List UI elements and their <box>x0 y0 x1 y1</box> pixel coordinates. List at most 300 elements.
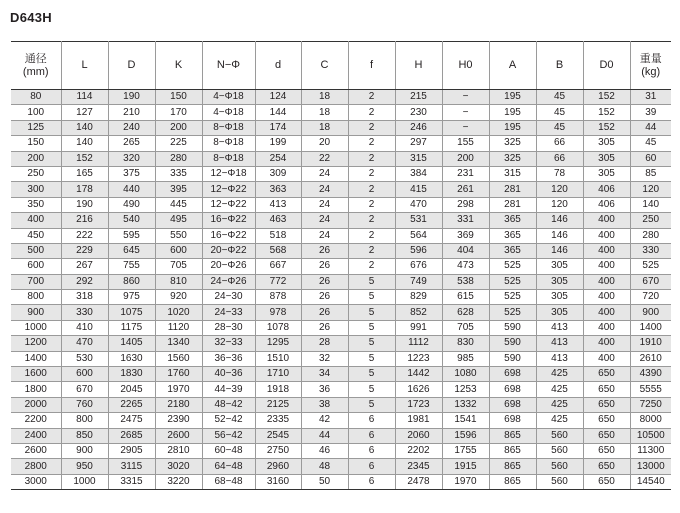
cell-col-l: 1000 <box>61 474 108 489</box>
cell-col-l: 530 <box>61 351 108 366</box>
cell-col-n-phi: 24−Φ26 <box>202 274 255 289</box>
cell-col-c: 28 <box>301 336 348 351</box>
cell-col-h: 1626 <box>395 382 442 397</box>
cell-col-n-phi: 48−42 <box>202 397 255 412</box>
cell-col-n-phi: 8−Φ18 <box>202 151 255 166</box>
cell-col-b: 45 <box>536 105 583 120</box>
cell-col-d: 595 <box>108 228 155 243</box>
cell-col-weight: 1400 <box>630 320 671 335</box>
header-label: f <box>369 59 374 71</box>
cell-col-d0: 400 <box>583 259 630 274</box>
cell-col-bore: 300 <box>11 182 61 197</box>
cell-col-b: 560 <box>536 474 583 489</box>
cell-col-a: 195 <box>489 120 536 135</box>
table-row <box>11 474 671 489</box>
cell-col-a: 195 <box>489 105 536 120</box>
cell-col-d0: 650 <box>583 367 630 382</box>
cell-col-b: 560 <box>536 443 583 458</box>
cell-col-l: 152 <box>61 151 108 166</box>
cell-col-d: 190 <box>108 90 155 105</box>
cell-col-f: 2 <box>348 166 395 181</box>
cell-col-c: 26 <box>301 320 348 335</box>
cell-col-h0: − <box>442 105 489 120</box>
table-row <box>11 290 671 305</box>
table-row <box>11 120 671 135</box>
cell-col-l: 165 <box>61 166 108 181</box>
cell-col-h: 415 <box>395 182 442 197</box>
cell-col-h: 1223 <box>395 351 442 366</box>
cell-col-d0: 406 <box>583 197 630 212</box>
cell-col-b: 45 <box>536 120 583 135</box>
cell-col-c: 42 <box>301 413 348 428</box>
cell-col-n-phi: 4−Φ18 <box>202 105 255 120</box>
cell-col-n-phi: 32−33 <box>202 336 255 351</box>
cell-col-a: 365 <box>489 243 536 258</box>
cell-col-a: 281 <box>489 182 536 197</box>
cell-col-k: 2600 <box>155 428 202 443</box>
cell-col-k: 335 <box>155 166 202 181</box>
cell-col-f: 5 <box>348 290 395 305</box>
cell-col-d0: 400 <box>583 320 630 335</box>
table-row <box>11 259 671 274</box>
cell-col-n-phi: 44−39 <box>202 382 255 397</box>
cell-col-b: 425 <box>536 413 583 428</box>
cell-col-small-d: 878 <box>255 290 301 305</box>
cell-col-d: 1630 <box>108 351 155 366</box>
cell-col-d0: 400 <box>583 274 630 289</box>
cell-col-n-phi: 12−Φ18 <box>202 166 255 181</box>
cell-col-b: 66 <box>536 136 583 151</box>
cell-col-f: 6 <box>348 443 395 458</box>
cell-col-weight: 525 <box>630 259 671 274</box>
cell-col-l: 114 <box>61 90 108 105</box>
cell-col-n-phi: 8−Φ18 <box>202 120 255 135</box>
cell-col-k: 2810 <box>155 443 202 458</box>
cell-col-bore: 200 <box>11 151 61 166</box>
cell-col-n-phi: 68−48 <box>202 474 255 489</box>
table-row <box>11 90 671 105</box>
cell-col-k: 705 <box>155 259 202 274</box>
cell-col-f: 5 <box>348 351 395 366</box>
cell-col-small-d: 2335 <box>255 413 301 428</box>
cell-col-c: 24 <box>301 166 348 181</box>
cell-col-h0: 473 <box>442 259 489 274</box>
cell-col-weight: 10500 <box>630 428 671 443</box>
header-label: K <box>174 59 183 71</box>
table-row <box>11 166 671 181</box>
header-col-f <box>348 42 395 90</box>
cell-col-l: 760 <box>61 397 108 412</box>
cell-col-weight: 14540 <box>630 474 671 489</box>
cell-col-l: 330 <box>61 305 108 320</box>
cell-col-f: 6 <box>348 459 395 474</box>
cell-col-k: 600 <box>155 243 202 258</box>
cell-col-l: 178 <box>61 182 108 197</box>
cell-col-weight: 44 <box>630 120 671 135</box>
cell-col-b: 413 <box>536 320 583 335</box>
cell-col-d0: 152 <box>583 120 630 135</box>
cell-col-k: 1560 <box>155 351 202 366</box>
cell-col-h: 215 <box>395 90 442 105</box>
cell-col-small-d: 363 <box>255 182 301 197</box>
cell-col-c: 26 <box>301 305 348 320</box>
cell-col-bore: 1200 <box>11 336 61 351</box>
cell-col-bore: 400 <box>11 213 61 228</box>
table-title: D643H <box>10 10 52 25</box>
cell-col-small-d: 2545 <box>255 428 301 443</box>
cell-col-h: 852 <box>395 305 442 320</box>
cell-col-c: 24 <box>301 197 348 212</box>
cell-col-small-d: 309 <box>255 166 301 181</box>
cell-col-d: 240 <box>108 120 155 135</box>
cell-col-weight: 31 <box>630 90 671 105</box>
cell-col-small-d: 1295 <box>255 336 301 351</box>
cell-col-b: 146 <box>536 243 583 258</box>
cell-col-b: 66 <box>536 151 583 166</box>
cell-col-d0: 305 <box>583 166 630 181</box>
cell-col-bore: 250 <box>11 166 61 181</box>
cell-col-l: 318 <box>61 290 108 305</box>
cell-col-small-d: 978 <box>255 305 301 320</box>
table-row <box>11 228 671 243</box>
cell-col-b: 413 <box>536 351 583 366</box>
cell-col-c: 20 <box>301 136 348 151</box>
cell-col-b: 560 <box>536 459 583 474</box>
cell-col-k: 150 <box>155 90 202 105</box>
cell-col-small-d: 1710 <box>255 367 301 382</box>
table-row <box>11 443 671 458</box>
cell-col-d0: 400 <box>583 351 630 366</box>
cell-col-c: 22 <box>301 151 348 166</box>
table-row <box>11 197 671 212</box>
header-col-bore <box>11 42 61 90</box>
cell-col-d0: 650 <box>583 397 630 412</box>
cell-col-f: 5 <box>348 320 395 335</box>
header-col-weight <box>630 42 671 90</box>
cell-col-c: 48 <box>301 459 348 474</box>
cell-col-n-phi: 60−48 <box>202 443 255 458</box>
cell-col-h: 1442 <box>395 367 442 382</box>
cell-col-b: 425 <box>536 382 583 397</box>
header-col-h0 <box>442 42 489 90</box>
cell-col-h: 829 <box>395 290 442 305</box>
cell-col-bore: 2400 <box>11 428 61 443</box>
cell-col-h0: 369 <box>442 228 489 243</box>
header-col-n-phi <box>202 42 255 90</box>
cell-col-k: 225 <box>155 136 202 151</box>
cell-col-d0: 650 <box>583 428 630 443</box>
cell-col-n-phi: 20−Φ26 <box>202 259 255 274</box>
cell-col-h0: 1596 <box>442 428 489 443</box>
cell-col-l: 850 <box>61 428 108 443</box>
cell-col-weight: 1910 <box>630 336 671 351</box>
cell-col-small-d: 2960 <box>255 459 301 474</box>
cell-col-h0: 155 <box>442 136 489 151</box>
cell-col-n-phi: 24−33 <box>202 305 255 320</box>
cell-col-h0: 1755 <box>442 443 489 458</box>
cell-col-n-phi: 8−Φ18 <box>202 136 255 151</box>
table-row <box>11 136 671 151</box>
header-label: (kg) <box>641 65 661 78</box>
cell-col-small-d: 124 <box>255 90 301 105</box>
header-label: d <box>274 59 282 71</box>
cell-col-c: 50 <box>301 474 348 489</box>
header-label: (mm) <box>22 65 49 78</box>
cell-col-small-d: 667 <box>255 259 301 274</box>
cell-col-n-phi: 4−Φ18 <box>202 90 255 105</box>
cell-col-weight: 39 <box>630 105 671 120</box>
cell-col-bore: 350 <box>11 197 61 212</box>
header-col-c <box>301 42 348 90</box>
cell-col-a: 865 <box>489 428 536 443</box>
cell-col-a: 195 <box>489 90 536 105</box>
cell-col-h0: 298 <box>442 197 489 212</box>
cell-col-weight: 13000 <box>630 459 671 474</box>
cell-col-h0: 538 <box>442 274 489 289</box>
cell-col-bore: 500 <box>11 243 61 258</box>
cell-col-f: 5 <box>348 305 395 320</box>
cell-col-h: 315 <box>395 151 442 166</box>
header-label: A <box>508 59 517 71</box>
cell-col-d: 210 <box>108 105 155 120</box>
cell-col-small-d: 174 <box>255 120 301 135</box>
cell-col-h0: 830 <box>442 336 489 351</box>
cell-col-h: 991 <box>395 320 442 335</box>
table-row <box>11 105 671 120</box>
cell-col-l: 140 <box>61 120 108 135</box>
cell-col-d: 1830 <box>108 367 155 382</box>
cell-col-f: 2 <box>348 105 395 120</box>
cell-col-n-phi: 52−42 <box>202 413 255 428</box>
header-label: L <box>81 59 88 71</box>
cell-col-c: 36 <box>301 382 348 397</box>
cell-col-d: 3115 <box>108 459 155 474</box>
cell-col-bore: 800 <box>11 290 61 305</box>
cell-col-c: 18 <box>301 90 348 105</box>
cell-col-f: 2 <box>348 136 395 151</box>
cell-col-d: 2475 <box>108 413 155 428</box>
cell-col-d: 2905 <box>108 443 155 458</box>
cell-col-b: 425 <box>536 397 583 412</box>
cell-col-a: 865 <box>489 443 536 458</box>
cell-col-weight: 720 <box>630 290 671 305</box>
cell-col-bore: 125 <box>11 120 61 135</box>
cell-col-small-d: 463 <box>255 213 301 228</box>
cell-col-weight: 11300 <box>630 443 671 458</box>
cell-col-weight: 900 <box>630 305 671 320</box>
table-row <box>11 428 671 443</box>
cell-col-d0: 650 <box>583 474 630 489</box>
cell-col-weight: 8000 <box>630 413 671 428</box>
header-label: H0 <box>458 59 473 71</box>
cell-col-h: 564 <box>395 228 442 243</box>
cell-col-n-phi: 24−30 <box>202 290 255 305</box>
cell-col-b: 413 <box>536 336 583 351</box>
cell-col-n-phi: 28−30 <box>202 320 255 335</box>
cell-col-n-phi: 64−48 <box>202 459 255 474</box>
table-row <box>11 320 671 335</box>
cell-col-bore: 600 <box>11 259 61 274</box>
cell-col-a: 315 <box>489 166 536 181</box>
table-body <box>11 90 671 490</box>
cell-col-h: 676 <box>395 259 442 274</box>
cell-col-l: 600 <box>61 367 108 382</box>
table-row <box>11 243 671 258</box>
cell-col-d0: 400 <box>583 243 630 258</box>
cell-col-f: 5 <box>348 382 395 397</box>
cell-col-n-phi: 56−42 <box>202 428 255 443</box>
cell-col-h0: 1541 <box>442 413 489 428</box>
header-col-a <box>489 42 536 90</box>
cell-col-d: 1405 <box>108 336 155 351</box>
cell-col-small-d: 254 <box>255 151 301 166</box>
header-col-d <box>108 42 155 90</box>
cell-col-c: 18 <box>301 120 348 135</box>
cell-col-weight: 330 <box>630 243 671 258</box>
cell-col-b: 120 <box>536 182 583 197</box>
cell-col-h0: 1253 <box>442 382 489 397</box>
cell-col-c: 44 <box>301 428 348 443</box>
header-col-h <box>395 42 442 90</box>
header-label: B <box>555 59 564 71</box>
cell-col-h0: 200 <box>442 151 489 166</box>
cell-col-l: 216 <box>61 213 108 228</box>
cell-col-weight: 7250 <box>630 397 671 412</box>
cell-col-bore: 2600 <box>11 443 61 458</box>
cell-col-n-phi: 12−Φ22 <box>202 197 255 212</box>
header-col-k <box>155 42 202 90</box>
cell-col-k: 3220 <box>155 474 202 489</box>
cell-col-k: 2390 <box>155 413 202 428</box>
cell-col-l: 292 <box>61 274 108 289</box>
table-row <box>11 459 671 474</box>
cell-col-c: 38 <box>301 397 348 412</box>
cell-col-f: 6 <box>348 428 395 443</box>
cell-col-l: 950 <box>61 459 108 474</box>
cell-col-weight: 250 <box>630 213 671 228</box>
cell-col-d0: 152 <box>583 105 630 120</box>
cell-col-small-d: 1510 <box>255 351 301 366</box>
header-col-d0 <box>583 42 630 90</box>
cell-col-d: 2045 <box>108 382 155 397</box>
cell-col-l: 222 <box>61 228 108 243</box>
cell-col-d: 1075 <box>108 305 155 320</box>
cell-col-l: 229 <box>61 243 108 258</box>
cell-col-weight: 2610 <box>630 351 671 366</box>
cell-col-k: 550 <box>155 228 202 243</box>
table-row <box>11 351 671 366</box>
cell-col-k: 1340 <box>155 336 202 351</box>
cell-col-c: 46 <box>301 443 348 458</box>
cell-col-b: 305 <box>536 305 583 320</box>
cell-col-bore: 450 <box>11 228 61 243</box>
cell-col-a: 281 <box>489 197 536 212</box>
cell-col-bore: 150 <box>11 136 61 151</box>
header-label: D0 <box>599 59 614 71</box>
cell-col-a: 590 <box>489 351 536 366</box>
cell-col-d: 2265 <box>108 397 155 412</box>
cell-col-a: 698 <box>489 382 536 397</box>
cell-col-d: 490 <box>108 197 155 212</box>
cell-col-b: 305 <box>536 290 583 305</box>
table-row <box>11 367 671 382</box>
cell-col-h: 2060 <box>395 428 442 443</box>
cell-col-n-phi: 16−Φ22 <box>202 228 255 243</box>
cell-col-n-phi: 16−Φ22 <box>202 213 255 228</box>
cell-col-h: 531 <box>395 213 442 228</box>
cell-col-weight: 4390 <box>630 367 671 382</box>
cell-col-h: 297 <box>395 136 442 151</box>
cell-col-a: 525 <box>489 274 536 289</box>
cell-col-bore: 2800 <box>11 459 61 474</box>
cell-col-d: 860 <box>108 274 155 289</box>
cell-col-l: 190 <box>61 197 108 212</box>
header-label: 重量 <box>639 52 662 65</box>
cell-col-h0: 1915 <box>442 459 489 474</box>
cell-col-bore: 100 <box>11 105 61 120</box>
cell-col-bore: 80 <box>11 90 61 105</box>
cell-col-bore: 900 <box>11 305 61 320</box>
cell-col-bore: 1800 <box>11 382 61 397</box>
cell-col-k: 1120 <box>155 320 202 335</box>
cell-col-bore: 3000 <box>11 474 61 489</box>
cell-col-bore: 1400 <box>11 351 61 366</box>
cell-col-d: 265 <box>108 136 155 151</box>
cell-col-c: 18 <box>301 105 348 120</box>
cell-col-weight: 60 <box>630 151 671 166</box>
header-label: N−Φ <box>216 59 241 71</box>
cell-col-a: 525 <box>489 305 536 320</box>
cell-col-b: 146 <box>536 213 583 228</box>
cell-col-b: 78 <box>536 166 583 181</box>
cell-col-b: 305 <box>536 259 583 274</box>
cell-col-h0: 1080 <box>442 367 489 382</box>
cell-col-small-d: 2125 <box>255 397 301 412</box>
table-row <box>11 274 671 289</box>
cell-col-c: 26 <box>301 243 348 258</box>
cell-col-b: 146 <box>536 228 583 243</box>
cell-col-k: 1970 <box>155 382 202 397</box>
cell-col-l: 900 <box>61 443 108 458</box>
cell-col-d0: 400 <box>583 228 630 243</box>
cell-col-d0: 406 <box>583 182 630 197</box>
cell-col-k: 445 <box>155 197 202 212</box>
cell-col-a: 698 <box>489 413 536 428</box>
cell-col-k: 2180 <box>155 397 202 412</box>
cell-col-c: 24 <box>301 213 348 228</box>
cell-col-a: 865 <box>489 459 536 474</box>
cell-col-n-phi: 12−Φ22 <box>202 182 255 197</box>
cell-col-a: 590 <box>489 320 536 335</box>
header-col-b <box>536 42 583 90</box>
cell-col-d: 375 <box>108 166 155 181</box>
cell-col-d: 645 <box>108 243 155 258</box>
cell-col-f: 2 <box>348 197 395 212</box>
cell-col-d: 975 <box>108 290 155 305</box>
header-row <box>11 42 671 90</box>
cell-col-a: 865 <box>489 474 536 489</box>
cell-col-small-d: 144 <box>255 105 301 120</box>
cell-col-weight: 45 <box>630 136 671 151</box>
cell-col-weight: 5555 <box>630 382 671 397</box>
cell-col-h: 596 <box>395 243 442 258</box>
cell-col-h0: 404 <box>442 243 489 258</box>
cell-col-f: 2 <box>348 182 395 197</box>
cell-col-d0: 400 <box>583 336 630 351</box>
cell-col-bore: 2000 <box>11 397 61 412</box>
cell-col-h0: 1970 <box>442 474 489 489</box>
cell-col-d: 1175 <box>108 320 155 335</box>
